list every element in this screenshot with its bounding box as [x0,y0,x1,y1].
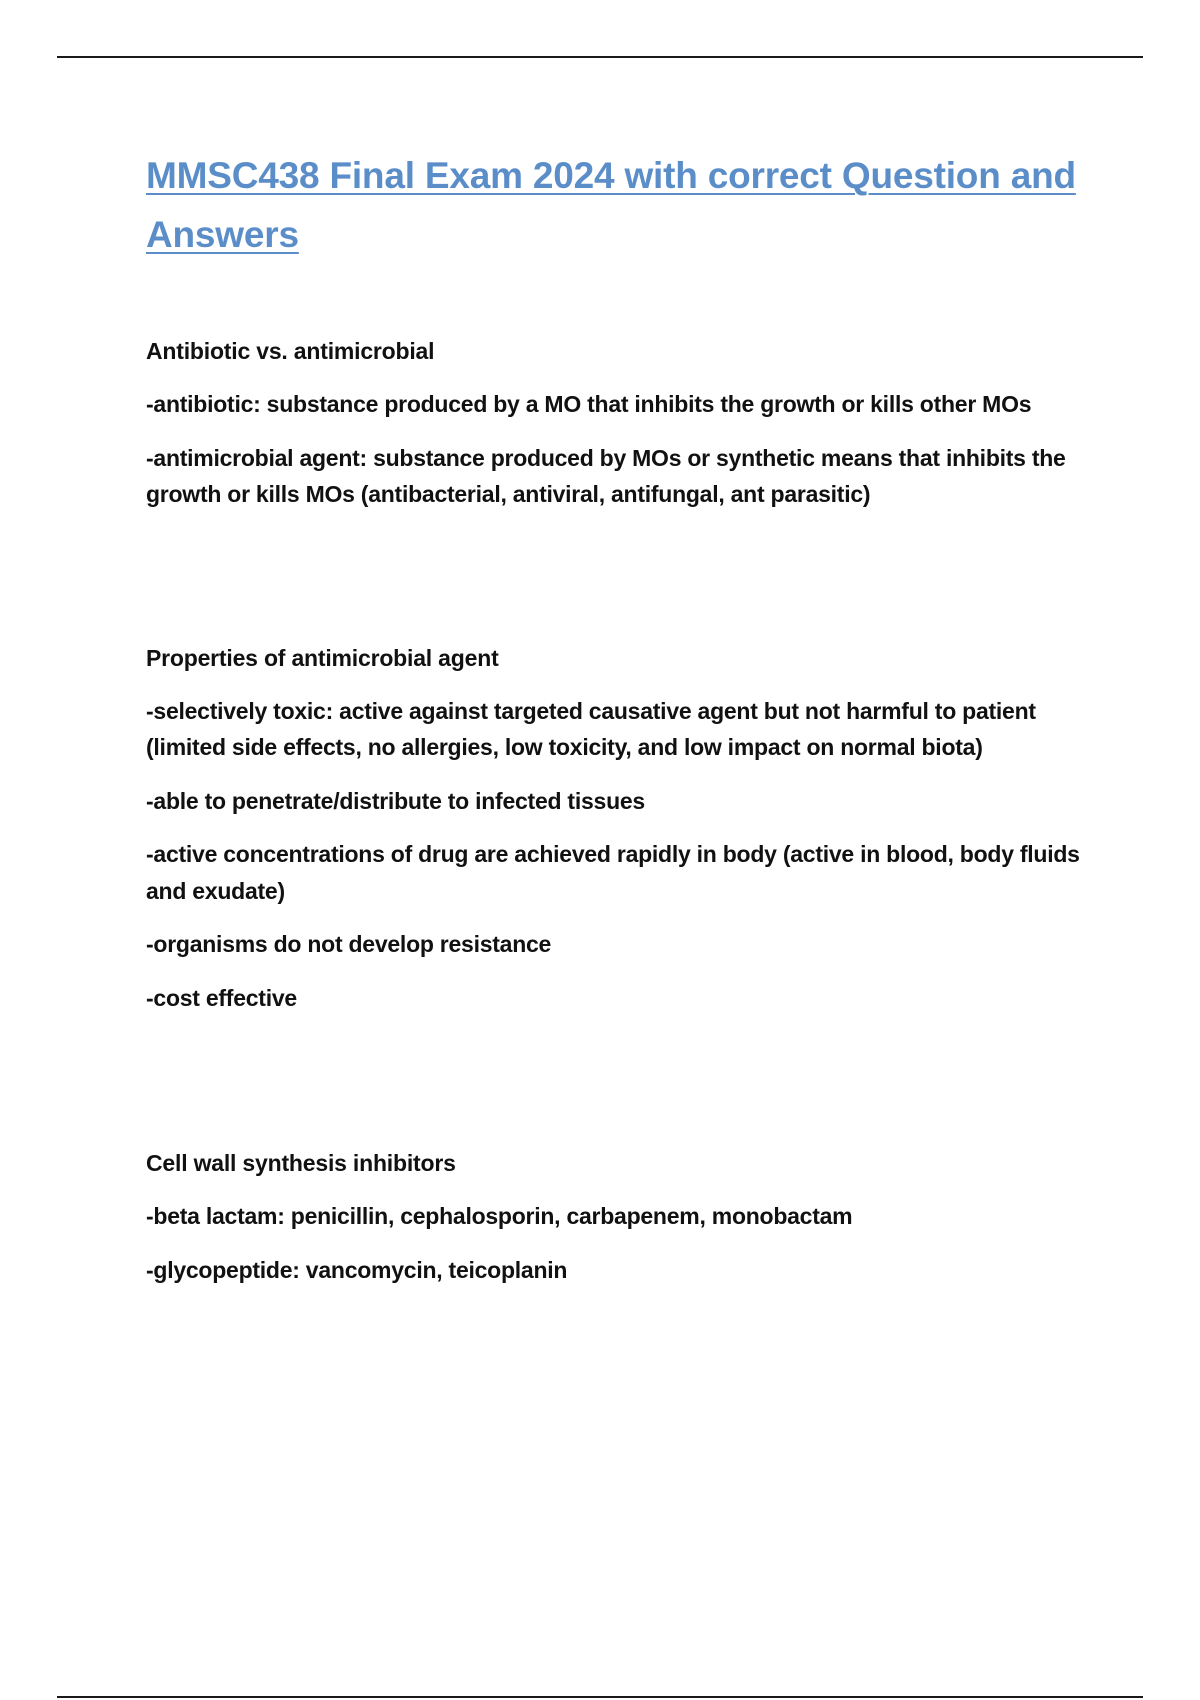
section-heading: Antibiotic vs. antimicrobial [146,338,435,364]
section-cell-wall-synthesis-inhibitors [146,1145,1106,1288]
list-item: -selectively toxic: active against targeted causative agent but not harmful to patient (limited side effects, no allergies, low toxicity, and low impact on normal biota) [146,697,1036,760]
document-body [146,146,1106,1288]
section-heading: Properties of antimicrobial agent [146,644,499,671]
list-item: -able to penetrate/distribute to infected tissues [146,787,645,814]
document-title[interactable]: MMSC438 Final Exam 2024 with correct Question and Answers [146,155,1076,255]
list-item: -organisms do not develop resistance [146,931,552,957]
list-item: -antibiotic: substance produced by a MO that inhibits the growth or kills other MOs [146,391,1032,417]
top-rule [57,56,1143,58]
section-heading: Cell wall synthesis inhibitors [146,1150,456,1176]
list-item: -active concentrations of drug are achieved rapidly in body (active in blood, body fluids and exudate) [146,841,1080,904]
list-item: -beta lactam: penicillin, cephalosporin, carbapenem, monobactam [146,1203,853,1229]
bottom-rule [57,1696,1143,1698]
section-properties-of-antimicrobial-agent [146,640,1106,1017]
list-item: -cost effective [146,984,297,1011]
section-antibiotic-vs-antimicrobial [146,333,1106,513]
list-item: -glycopeptide: vancomycin, teicoplanin [146,1256,568,1283]
list-item: -antimicrobial agent: substance produced by MOs or synthetic means that inhibits the growth or kills MOs (antibacterial, antiviral, antifungal, ant parasitic) [146,444,1066,507]
